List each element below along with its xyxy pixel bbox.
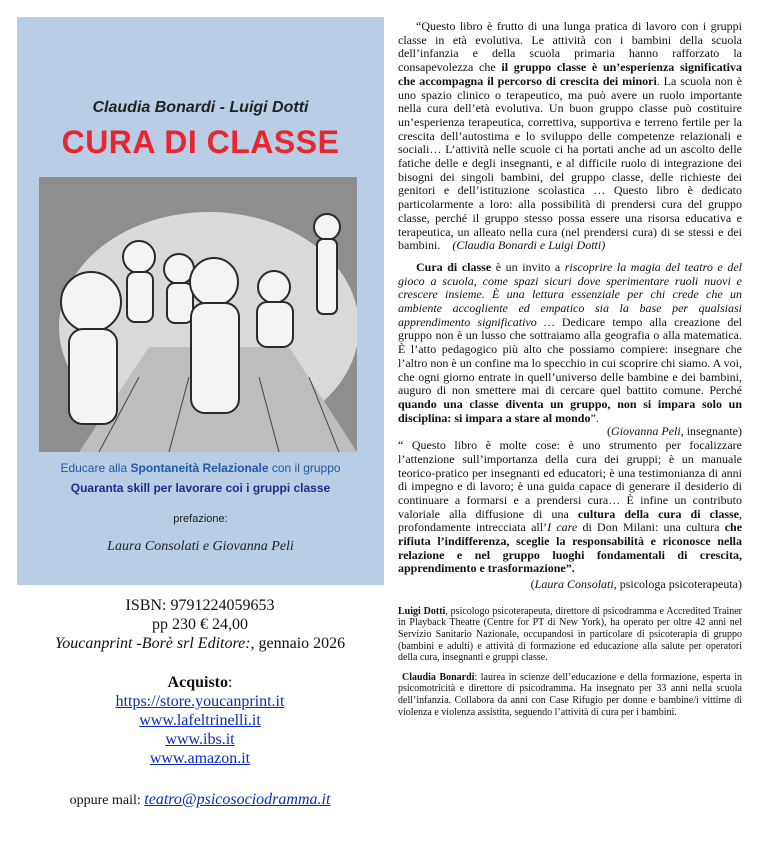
publisher: Youcanprint -Borè srl Editore:,: [54, 635, 255, 652]
publisher-line: [0, 634, 400, 653]
quote3-bold: cultura della cura di classe: [577, 506, 739, 521]
cover-authors: Claudia Bonardi - Luigi Dotti: [92, 99, 309, 116]
quote2-sig-role: , insegnante): [680, 424, 742, 439]
publish-date: gennaio 2026: [254, 635, 346, 652]
quote1-signature: (Claudia Bonardi e Luigi Dotti): [452, 238, 606, 253]
pages-price: pp 230 € 24,00: [152, 616, 248, 633]
bio-bonardi: [398, 672, 742, 718]
purchase-heading: Acquisto:: [167, 674, 233, 691]
quote3-text-2: , profondamente intrecciata all’: [398, 506, 742, 535]
cover-subtitle-pre: Educare alla: [60, 461, 131, 475]
purchase-label: Acquisto: [167, 674, 228, 691]
quote2-italic: riscoprire la magia del teatro e del gioco a scuola, come spazi sicuri dove sperimentare ruoli nuovi e crescere insieme. È una lettura essenziale per chi crede che un ambiente accogliente ed empatico sia la base per qualsiasi apprendimento significativo …: [398, 259, 743, 329]
quote3-text: “ Questo libro è molte cose: è uno strumento per focalizzare l’attenzione sull’importanza della cura dei gruppi; è un manuale teorico-pratico per insegnanti ed educatori; è una testimonianza di anni di impegno e di lavoro; è una guida capace di generare il desiderio di continuare a formarsi e a prendersi cura… È infine un contributo valoriale alla diffusione di una: [398, 438, 742, 521]
bio1-text: , psicologo psicoterapeuta, direttore di psicodramma e Accredited Trainer in Playback Theatre (Centre for PT di New York), ha operato per oltre 42 anni nel Servizio Sanitario Nazionale, occupandosi in particolare di psicoterapia di gruppo (bambini e adulti) e attività di formazione ed educazione alla salute per operatori della cura, insegnanti e gruppi classe.: [398, 605, 742, 664]
quote-consolati: [398, 439, 742, 576]
isbn: ISBN: 9791224059653: [125, 597, 275, 614]
quote3-signature: (Laura Consolati, psicologa psicoterapeuta): [530, 577, 742, 592]
link-ibs[interactable]: www.ibs.it: [165, 731, 235, 748]
mail-label: oppure mail:: [69, 793, 145, 808]
quote2-sig-name: Giovanna Peli: [611, 424, 681, 439]
quote3-bold-2: che rifiuta l’indifferenza, sceglie la responsabilità e riconosce nella relazione e nel gruppo luoghi fondamentali di crescita, apprendimento e trasformazione”.: [398, 520, 743, 576]
quote2-signature: (Giovanna Peli, insegnante): [607, 424, 742, 439]
cover-preface-label: prefazione:: [173, 513, 228, 525]
quote-authors: [398, 20, 742, 253]
quote2-end: ”.: [590, 410, 599, 425]
cover-illustration: [39, 177, 357, 452]
cover-preface-names: Laura Consolati e Giovanna Peli: [107, 539, 294, 554]
link-lafeltrinelli[interactable]: www.lafeltrinelli.it: [139, 712, 261, 729]
bio-dotti: [398, 606, 742, 664]
quote2-text-2: Dedicare tempo alla creazione del gruppo non è un lusso che sottraiamo alla geografia o alla matematica. È l’atto pedagogico più alto che possiamo compiere: insegnare che l’altro non è un confine ma lo specchio in cui scoprire chi siamo. A voi, che ogni giorno entrate in quell’universo delle bambine e dei bambini, auguro di non smettere mai di cercare quel battito comune. Perché: [398, 314, 742, 398]
cover-subtitle-bold: Spontaneità Relazionale: [130, 461, 269, 475]
mail-line: [0, 790, 400, 810]
quote2-bold-title: Cura di classe: [416, 259, 492, 274]
link-amazon[interactable]: www.amazon.it: [149, 750, 251, 767]
link-youcanprint[interactable]: https://store.youcanprint.it: [115, 693, 285, 710]
book-cover: [17, 17, 384, 585]
quote1-text-2: . La scuola non è uno spazio clinico o terapeutico, ma può avere un ruolo importante nella cura dell’età evolutiva. Un buon gruppo classe può costituire un’esperienza terapeutica, correttiva, supportiva e terreno fertile per la crescita dell’autostima e lo sviluppo delle competenze relazionali e sociali… L’attività nelle scuole ci ha portati anche ad un ascolto delle fatiche delle e degli insegnanti, e al difficile ruolo di integrazione dei bisogni dei singoli bambini, del gruppo classe, delle richieste dei genitori e dell’istituzione scolastica … Questo libro è dedicato particolarmente a loro: alla possibilità di prendersi cura del gruppo classe, perché il gruppo stesso possa essere una risorsa educativa e terapeutica, un alleato nella cura (nel prendersi cura) di se stessi e dei bambini.: [398, 73, 742, 253]
quote1-bold: il gruppo classe è un’esperienza significativa che accompagna il percorso di crescita dei minori: [398, 60, 742, 88]
cover-subtitle-2: Quaranta skill per lavorare coi i gruppi classe: [70, 481, 331, 495]
cover-subtitle-post: con il gruppo: [268, 461, 341, 475]
bio1-name: Luigi Dotti: [398, 605, 446, 617]
cover-title: CURA DI CLASSE: [61, 124, 340, 160]
quote-peli: [398, 259, 743, 439]
bio2-text: : laurea in scienze dell’educazione e della formazione, esperta in psicomotricità e direttore di psicodramma. Ha insegnato per 33 anni nella scuola dell’infanzia. Collabora da anni con Case Rifugio per donne e bambine/i vittime di violenza e violenza assistita, seguendo l’attività di cura per i bambini.: [398, 671, 742, 718]
text-column: [398, 20, 742, 726]
quote2-text: è un invito a: [491, 259, 565, 274]
quote1-text: “Questo libro è frutto di una lunga pratica di lavoro con i gruppi classe in età evolutiva. Le attività con i bambini della scuola dell’infanzia e della scuola primaria hanno rafforzato la consapevolezza che: [398, 19, 742, 75]
cover-subtitle: [17, 461, 384, 475]
quote3-sig-name: Laura Consolati: [534, 577, 614, 592]
quote3-sig-role: , psicologa psicoterapeuta): [613, 577, 742, 592]
quote3-italic: I care: [547, 520, 578, 535]
quote2-bold: quando una classe diventa un gruppo, non si impara solo un disciplina: si impara a stare al mondo: [398, 396, 742, 425]
bio2-name: Claudia Bonardi: [402, 671, 475, 683]
book-info: [0, 596, 400, 810]
mail-link[interactable]: teatro@psicosociodramma.it: [144, 791, 331, 808]
quote3-text-3: di Don Milani: una cultura: [577, 520, 725, 535]
